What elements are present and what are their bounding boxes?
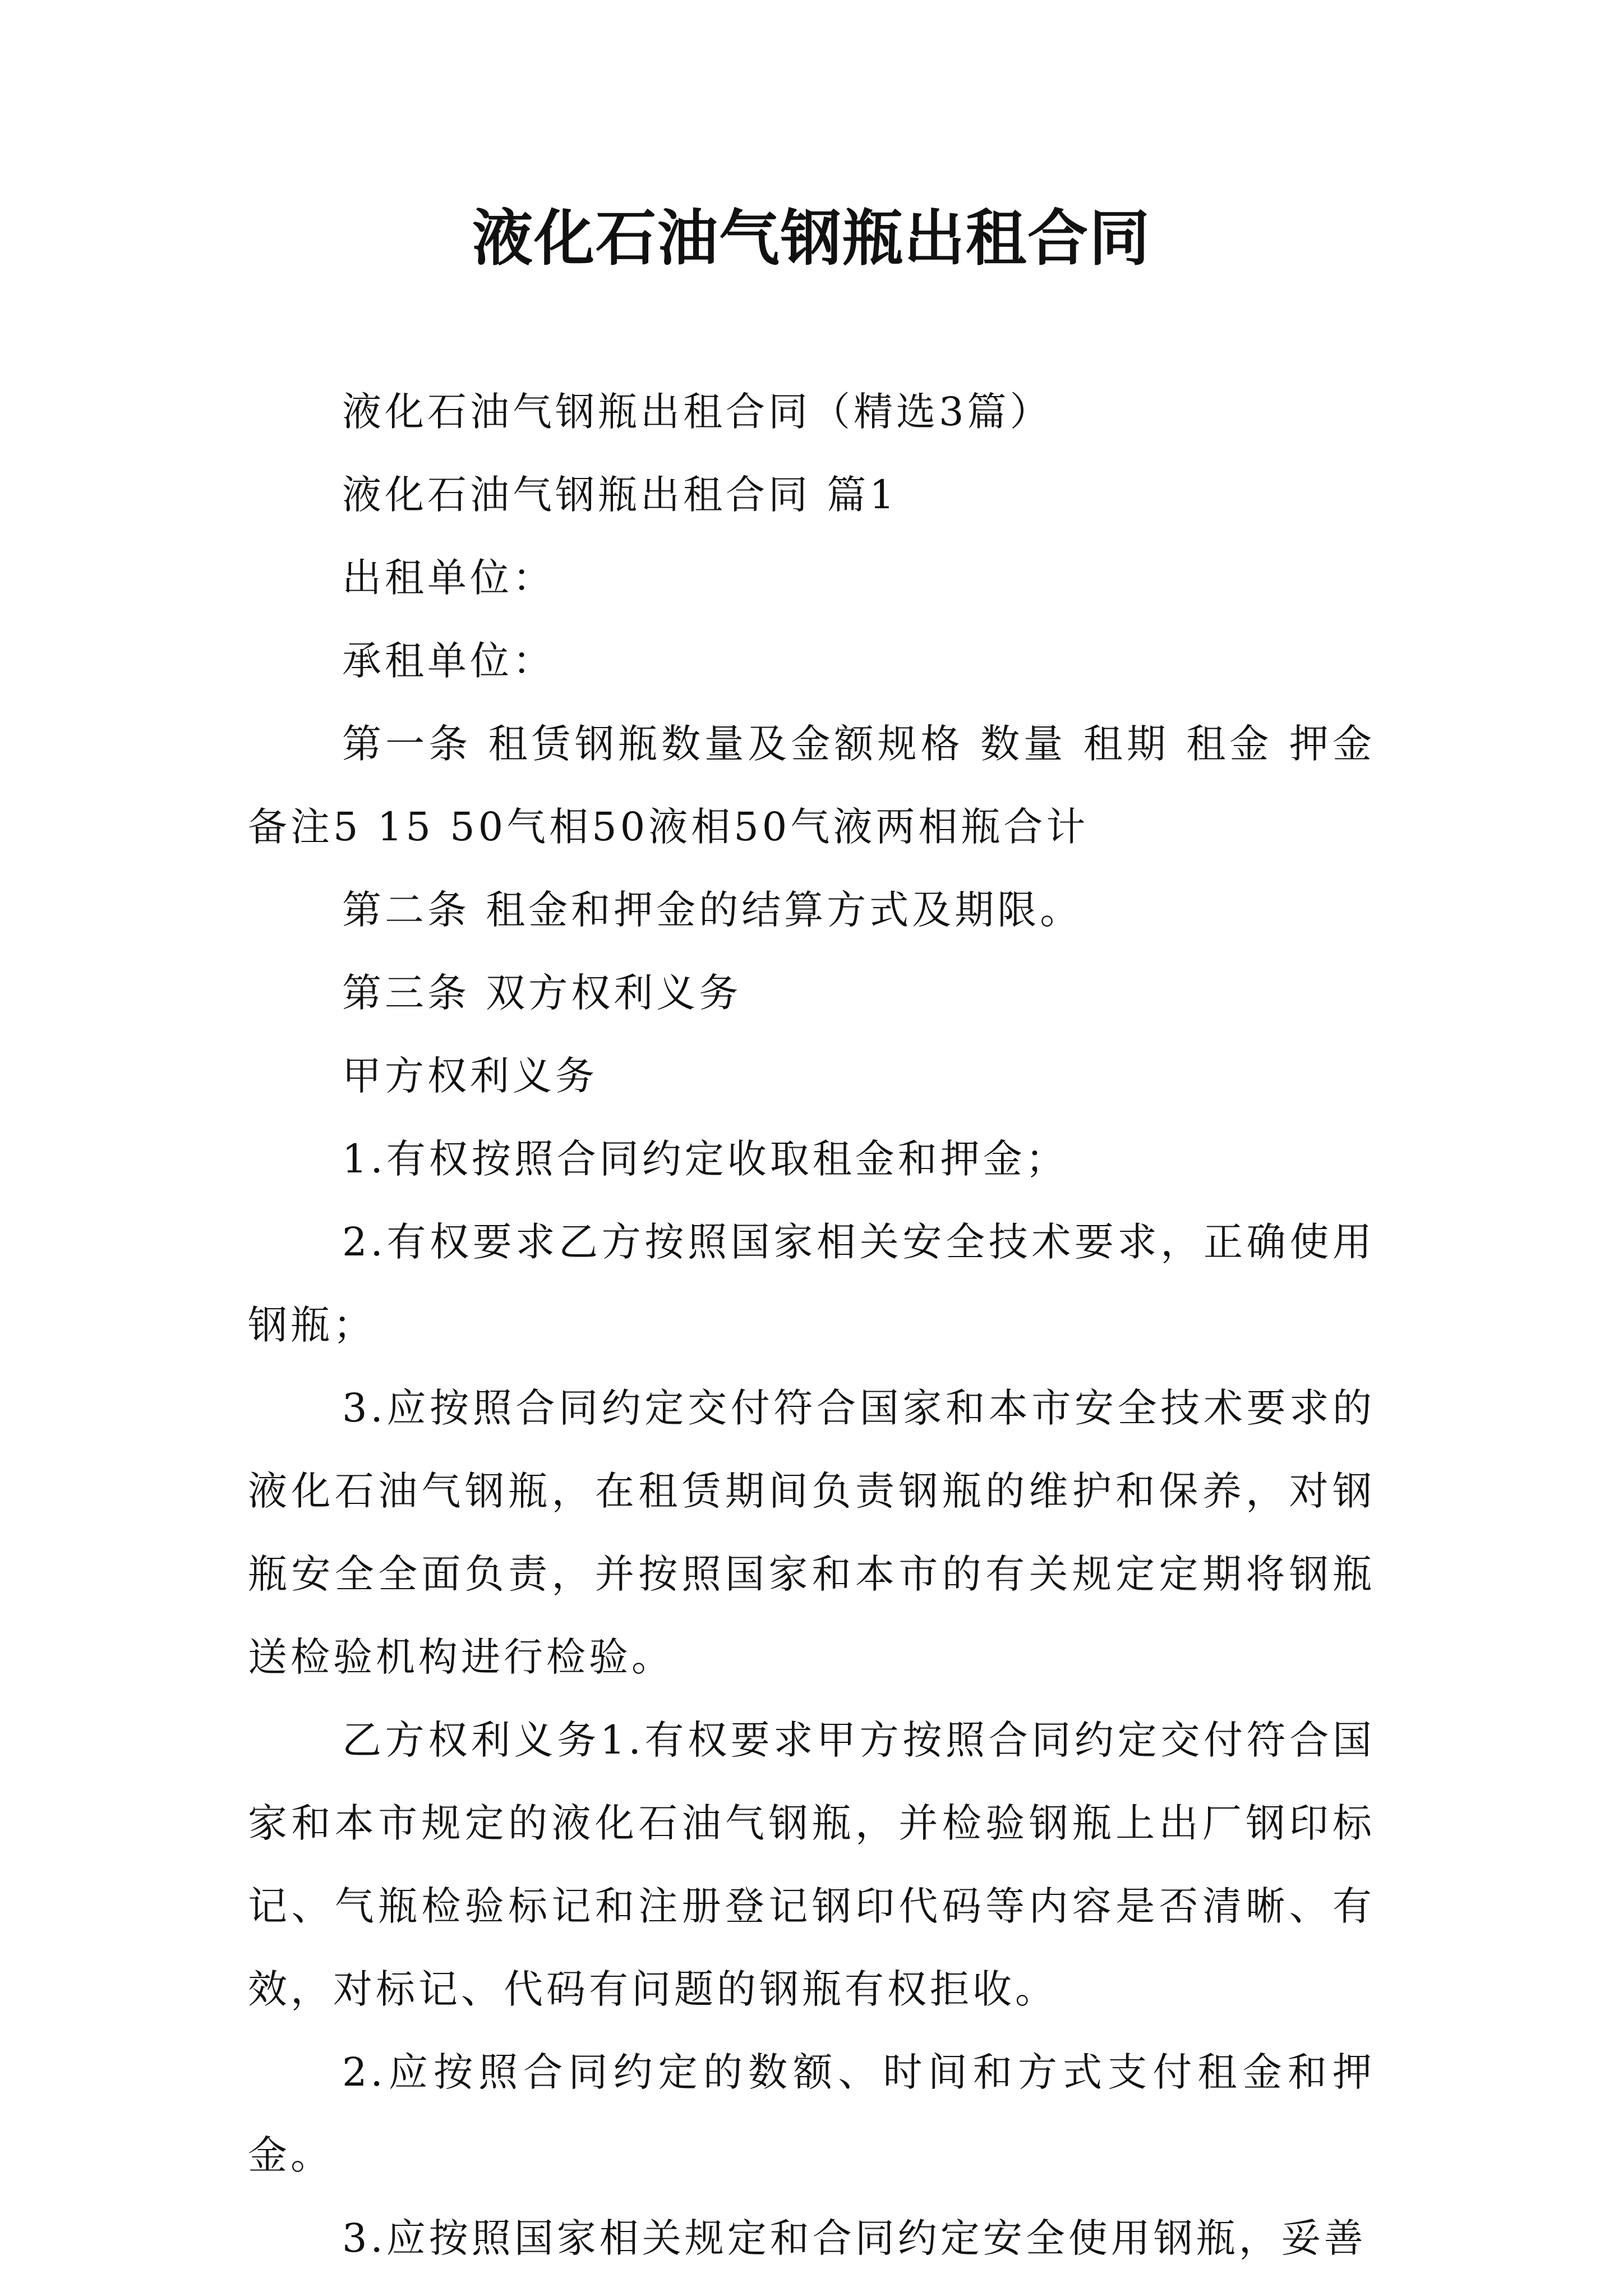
paragraph-collection-title: 液化石油气钢瓶出租合同（精选3篇） [342, 389, 1053, 435]
paragraph-lessee: 承租单位： [342, 638, 555, 684]
paragraph-article-3: 第三条 双方权利义务 [342, 970, 742, 1016]
paragraph-lessor: 出租单位： [342, 555, 555, 601]
paragraph-article-2: 第二条 租金和押金的结算方式及期限。 [342, 887, 1083, 933]
document-title: 液化石油气钢瓶出租合同 [472, 203, 1151, 274]
paragraph-party-a-item-1: 1.有权按照合同约定收取租金和押金； [342, 1136, 1068, 1182]
paragraph-section-heading: 液化石油气钢瓶出租合同 篇1 [342, 472, 898, 518]
paragraph-article-1: 第一条 租赁钢瓶数量及金额规格 数量 租期 租金 押金 备注5 15 50气相50液相50气液两相瓶合计 [248, 721, 1375, 850]
document-body [248, 370, 1375, 2280]
paragraph-party-b-item-2: 2.应按照合同约定的数额、时间和方式支付租金和押金。 [248, 2049, 1375, 2178]
paragraph-party-b-item-3: 3.应按照国家相关规定和合同约定安全使用钢瓶，妥善 [342, 2215, 1367, 2261]
paragraph-party-a-item-3: 3.应按照合同约定交付符合国家和本市安全技术要求的液化石油气钢瓶，在租赁期间负责钢瓶的维护和保养，对钢瓶安全全面负责，并按照国家和本市的有关规定定期将钢瓶送检验机构进行检验。 [248, 1385, 1375, 1680]
paragraph-party-b-item-1: 乙方权利义务1.有权要求甲方按照合同约定交付符合国家和本市规定的液化石油气钢瓶，并检验钢瓶上出厂钢印标记、气瓶检验标记和注册登记钢印代码等内容是否清晰、有效，对标记、代码有问题的钢瓶有权拒收。 [248, 1717, 1375, 2012]
paragraph-party-a-heading: 甲方权利义务 [342, 1053, 598, 1099]
paragraph-party-a-item-2: 2.有权要求乙方按照国家相关安全技术要求，正确使用钢瓶； [248, 1219, 1375, 1348]
